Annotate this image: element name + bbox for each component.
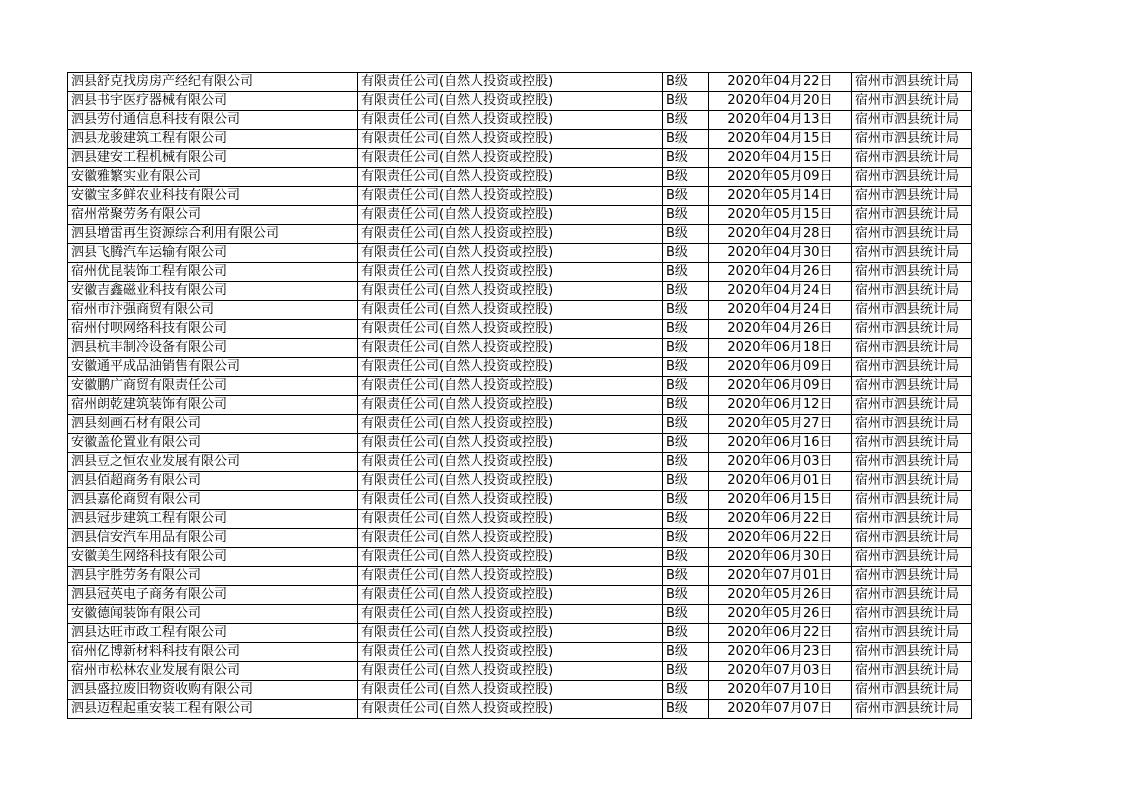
- company-name-cell: 泗县冠步建筑工程有限公司: [68, 510, 358, 529]
- table-row: [68, 605, 972, 624]
- rating-cell: B级: [663, 586, 709, 605]
- authority-cell: 宿州市泗县统计局: [852, 73, 972, 92]
- rating-cell: B级: [663, 320, 709, 339]
- rating-cell: B级: [663, 149, 709, 168]
- table-row: [68, 472, 972, 491]
- rating-cell: B级: [663, 377, 709, 396]
- authority-cell: 宿州市泗县统计局: [852, 434, 972, 453]
- authority-cell: 宿州市泗县统计局: [852, 529, 972, 548]
- company-name-cell: 泗县劳付通信息科技有限公司: [68, 111, 358, 130]
- authority-cell: 宿州市泗县统计局: [852, 662, 972, 681]
- date-cell: 2020年04月26日: [709, 320, 852, 339]
- table-row: [68, 358, 972, 377]
- authority-cell: 宿州市泗县统计局: [852, 301, 972, 320]
- date-cell: 2020年06月30日: [709, 548, 852, 567]
- authority-cell: 宿州市泗县统计局: [852, 624, 972, 643]
- date-cell: 2020年04月24日: [709, 301, 852, 320]
- company-name-cell: 泗县佰超商务有限公司: [68, 472, 358, 491]
- rating-cell: B级: [663, 396, 709, 415]
- company-name-cell: 宿州市汴强商贸有限公司: [68, 301, 358, 320]
- rating-cell: B级: [663, 605, 709, 624]
- company-rating-table: [67, 72, 972, 719]
- company-type-cell: 有限责任公司(自然人投资或控股): [358, 339, 663, 358]
- company-type-cell: 有限责任公司(自然人投资或控股): [358, 206, 663, 225]
- company-type-cell: 有限责任公司(自然人投资或控股): [358, 529, 663, 548]
- table-row: [68, 225, 972, 244]
- table-row: [68, 681, 972, 700]
- company-name-cell: 泗县冠英电子商务有限公司: [68, 586, 358, 605]
- company-name-cell: 安徽雅繁实业有限公司: [68, 168, 358, 187]
- date-cell: 2020年07月03日: [709, 662, 852, 681]
- company-type-cell: 有限责任公司(自然人投资或控股): [358, 263, 663, 282]
- date-cell: 2020年05月26日: [709, 586, 852, 605]
- company-name-cell: 安徽鹏广商贸有限责任公司: [68, 377, 358, 396]
- rating-cell: B级: [663, 244, 709, 263]
- table-row: [68, 453, 972, 472]
- rating-cell: B级: [663, 434, 709, 453]
- company-name-cell: 泗县信安汽车用品有限公司: [68, 529, 358, 548]
- date-cell: 2020年06月23日: [709, 643, 852, 662]
- date-cell: 2020年04月24日: [709, 282, 852, 301]
- authority-cell: 宿州市泗县统计局: [852, 415, 972, 434]
- rating-cell: B级: [663, 415, 709, 434]
- table-row: [68, 301, 972, 320]
- company-name-cell: 泗县舒克找房房产经纪有限公司: [68, 73, 358, 92]
- table-row: [68, 643, 972, 662]
- company-name-cell: 泗县嘉伦商贸有限公司: [68, 491, 358, 510]
- authority-cell: 宿州市泗县统计局: [852, 377, 972, 396]
- authority-cell: 宿州市泗县统计局: [852, 472, 972, 491]
- authority-cell: 宿州市泗县统计局: [852, 320, 972, 339]
- authority-cell: 宿州市泗县统计局: [852, 263, 972, 282]
- table-row: [68, 111, 972, 130]
- authority-cell: 宿州市泗县统计局: [852, 282, 972, 301]
- authority-cell: 宿州市泗县统计局: [852, 681, 972, 700]
- authority-cell: 宿州市泗县统计局: [852, 491, 972, 510]
- table-row: [68, 130, 972, 149]
- rating-cell: B级: [663, 548, 709, 567]
- company-type-cell: 有限责任公司(自然人投资或控股): [358, 301, 663, 320]
- table-row: [68, 168, 972, 187]
- date-cell: 2020年06月03日: [709, 453, 852, 472]
- company-type-cell: 有限责任公司(自然人投资或控股): [358, 643, 663, 662]
- rating-cell: B级: [663, 339, 709, 358]
- date-cell: 2020年06月01日: [709, 472, 852, 491]
- company-type-cell: 有限责任公司(自然人投资或控股): [358, 567, 663, 586]
- company-name-cell: 宿州优昆装饰工程有限公司: [68, 263, 358, 282]
- authority-cell: 宿州市泗县统计局: [852, 111, 972, 130]
- table-row: [68, 149, 972, 168]
- company-name-cell: 安徽通平成品油销售有限公司: [68, 358, 358, 377]
- date-cell: 2020年05月09日: [709, 168, 852, 187]
- date-cell: 2020年07月07日: [709, 700, 852, 719]
- rating-cell: B级: [663, 491, 709, 510]
- company-type-cell: 有限责任公司(自然人投资或控股): [358, 73, 663, 92]
- table-row: [68, 282, 972, 301]
- company-name-cell: 泗县增雷再生资源综合利用有限公司: [68, 225, 358, 244]
- company-name-cell: 泗县建安工程机械有限公司: [68, 149, 358, 168]
- rating-cell: B级: [663, 168, 709, 187]
- company-type-cell: 有限责任公司(自然人投资或控股): [358, 472, 663, 491]
- company-type-cell: 有限责任公司(自然人投资或控股): [358, 377, 663, 396]
- authority-cell: 宿州市泗县统计局: [852, 396, 972, 415]
- date-cell: 2020年07月01日: [709, 567, 852, 586]
- rating-cell: B级: [663, 111, 709, 130]
- company-type-cell: 有限责任公司(自然人投资或控股): [358, 434, 663, 453]
- company-name-cell: 宿州市松林农业发展有限公司: [68, 662, 358, 681]
- table-row: [68, 510, 972, 529]
- company-type-cell: 有限责任公司(自然人投资或控股): [358, 491, 663, 510]
- authority-cell: 宿州市泗县统计局: [852, 244, 972, 263]
- authority-cell: 宿州市泗县统计局: [852, 548, 972, 567]
- table-row: [68, 92, 972, 111]
- date-cell: 2020年07月10日: [709, 681, 852, 700]
- authority-cell: 宿州市泗县统计局: [852, 206, 972, 225]
- company-type-cell: 有限责任公司(自然人投资或控股): [358, 700, 663, 719]
- authority-cell: 宿州市泗县统计局: [852, 510, 972, 529]
- authority-cell: 宿州市泗县统计局: [852, 567, 972, 586]
- table-row: [68, 73, 972, 92]
- date-cell: 2020年06月15日: [709, 491, 852, 510]
- company-type-cell: 有限责任公司(自然人投资或控股): [358, 586, 663, 605]
- company-type-cell: 有限责任公司(自然人投资或控股): [358, 605, 663, 624]
- date-cell: 2020年04月26日: [709, 263, 852, 282]
- date-cell: 2020年06月22日: [709, 529, 852, 548]
- table-row: [68, 662, 972, 681]
- authority-cell: 宿州市泗县统计局: [852, 700, 972, 719]
- date-cell: 2020年04月20日: [709, 92, 852, 111]
- rating-cell: B级: [663, 510, 709, 529]
- authority-cell: 宿州市泗县统计局: [852, 605, 972, 624]
- company-name-cell: 安徽德闻装饰有限公司: [68, 605, 358, 624]
- rating-cell: B级: [663, 472, 709, 491]
- table-row: [68, 206, 972, 225]
- table-row: [68, 548, 972, 567]
- company-name-cell: 泗县飞腾汽车运输有限公司: [68, 244, 358, 263]
- authority-cell: 宿州市泗县统计局: [852, 149, 972, 168]
- date-cell: 2020年06月18日: [709, 339, 852, 358]
- authority-cell: 宿州市泗县统计局: [852, 358, 972, 377]
- authority-cell: 宿州市泗县统计局: [852, 453, 972, 472]
- rating-cell: B级: [663, 130, 709, 149]
- rating-cell: B级: [663, 700, 709, 719]
- company-name-cell: 宿州常聚劳务有限公司: [68, 206, 358, 225]
- company-name-cell: 泗县达旺市政工程有限公司: [68, 624, 358, 643]
- rating-cell: B级: [663, 681, 709, 700]
- company-name-cell: 宿州付呗网络科技有限公司: [68, 320, 358, 339]
- table-row: [68, 415, 972, 434]
- company-type-cell: 有限责任公司(自然人投资或控股): [358, 662, 663, 681]
- date-cell: 2020年06月22日: [709, 624, 852, 643]
- authority-cell: 宿州市泗县统计局: [852, 225, 972, 244]
- table-row: [68, 339, 972, 358]
- date-cell: 2020年05月14日: [709, 187, 852, 206]
- rating-cell: B级: [663, 643, 709, 662]
- rating-cell: B级: [663, 206, 709, 225]
- company-type-cell: 有限责任公司(自然人投资或控股): [358, 358, 663, 377]
- company-name-cell: 宿州亿博新材料科技有限公司: [68, 643, 358, 662]
- table-row: [68, 263, 972, 282]
- date-cell: 2020年04月15日: [709, 130, 852, 149]
- company-name-cell: 泗县迈程起重安装工程有限公司: [68, 700, 358, 719]
- date-cell: 2020年04月22日: [709, 73, 852, 92]
- company-type-cell: 有限责任公司(自然人投资或控股): [358, 453, 663, 472]
- table-row: [68, 320, 972, 339]
- table-row: [68, 586, 972, 605]
- company-type-cell: 有限责任公司(自然人投资或控股): [358, 624, 663, 643]
- company-type-cell: 有限责任公司(自然人投资或控股): [358, 130, 663, 149]
- date-cell: 2020年06月12日: [709, 396, 852, 415]
- authority-cell: 宿州市泗县统计局: [852, 92, 972, 111]
- company-type-cell: 有限责任公司(自然人投资或控股): [358, 149, 663, 168]
- company-name-cell: 泗县宇胜劳务有限公司: [68, 567, 358, 586]
- table-row: [68, 396, 972, 415]
- company-name-cell: 泗县豆之恒农业发展有限公司: [68, 453, 358, 472]
- table-body: [68, 73, 972, 719]
- company-type-cell: 有限责任公司(自然人投资或控股): [358, 396, 663, 415]
- rating-cell: B级: [663, 282, 709, 301]
- rating-cell: B级: [663, 358, 709, 377]
- date-cell: 2020年04月13日: [709, 111, 852, 130]
- company-name-cell: 宿州朗乾建筑装饰有限公司: [68, 396, 358, 415]
- company-name-cell: 安徽宝多鲜农业科技有限公司: [68, 187, 358, 206]
- company-type-cell: 有限责任公司(自然人投资或控股): [358, 168, 663, 187]
- company-name-cell: 安徽美生网络科技有限公司: [68, 548, 358, 567]
- rating-cell: B级: [663, 92, 709, 111]
- company-type-cell: 有限责任公司(自然人投资或控股): [358, 244, 663, 263]
- company-name-cell: 泗县杭丰制冷设备有限公司: [68, 339, 358, 358]
- date-cell: 2020年05月15日: [709, 206, 852, 225]
- date-cell: 2020年06月22日: [709, 510, 852, 529]
- authority-cell: 宿州市泗县统计局: [852, 168, 972, 187]
- company-name-cell: 泗县龙骏建筑工程有限公司: [68, 130, 358, 149]
- authority-cell: 宿州市泗县统计局: [852, 339, 972, 358]
- authority-cell: 宿州市泗县统计局: [852, 643, 972, 662]
- company-type-cell: 有限责任公司(自然人投资或控股): [358, 282, 663, 301]
- date-cell: 2020年04月30日: [709, 244, 852, 263]
- rating-cell: B级: [663, 624, 709, 643]
- table-row: [68, 491, 972, 510]
- rating-cell: B级: [663, 263, 709, 282]
- table-row: [68, 377, 972, 396]
- table-row: [68, 434, 972, 453]
- table-row: [68, 567, 972, 586]
- table-row: [68, 244, 972, 263]
- date-cell: 2020年06月09日: [709, 377, 852, 396]
- company-type-cell: 有限责任公司(自然人投资或控股): [358, 548, 663, 567]
- rating-cell: B级: [663, 662, 709, 681]
- rating-cell: B级: [663, 73, 709, 92]
- company-name-cell: 安徽盖伦置业有限公司: [68, 434, 358, 453]
- company-type-cell: 有限责任公司(自然人投资或控股): [358, 681, 663, 700]
- table-row: [68, 187, 972, 206]
- company-name-cell: 泗县盛拉废旧物资收购有限公司: [68, 681, 358, 700]
- table-row: [68, 529, 972, 548]
- date-cell: 2020年06月09日: [709, 358, 852, 377]
- company-type-cell: 有限责任公司(自然人投资或控股): [358, 415, 663, 434]
- authority-cell: 宿州市泗县统计局: [852, 586, 972, 605]
- company-type-cell: 有限责任公司(自然人投资或控股): [358, 320, 663, 339]
- date-cell: 2020年05月27日: [709, 415, 852, 434]
- date-cell: 2020年04月15日: [709, 149, 852, 168]
- company-type-cell: 有限责任公司(自然人投资或控股): [358, 111, 663, 130]
- company-name-cell: 安徽吉鑫磁业科技有限公司: [68, 282, 358, 301]
- company-type-cell: 有限责任公司(自然人投资或控股): [358, 187, 663, 206]
- table-row: [68, 700, 972, 719]
- authority-cell: 宿州市泗县统计局: [852, 130, 972, 149]
- company-name-cell: 泗县书宇医疗器械有限公司: [68, 92, 358, 111]
- authority-cell: 宿州市泗县统计局: [852, 187, 972, 206]
- rating-cell: B级: [663, 567, 709, 586]
- company-type-cell: 有限责任公司(自然人投资或控股): [358, 92, 663, 111]
- table-row: [68, 624, 972, 643]
- date-cell: 2020年06月16日: [709, 434, 852, 453]
- company-name-cell: 泗县刻画石材有限公司: [68, 415, 358, 434]
- rating-cell: B级: [663, 529, 709, 548]
- date-cell: 2020年04月28日: [709, 225, 852, 244]
- company-type-cell: 有限责任公司(自然人投资或控股): [358, 510, 663, 529]
- rating-cell: B级: [663, 225, 709, 244]
- rating-cell: B级: [663, 453, 709, 472]
- date-cell: 2020年05月26日: [709, 605, 852, 624]
- rating-cell: B级: [663, 187, 709, 206]
- rating-cell: B级: [663, 301, 709, 320]
- company-type-cell: 有限责任公司(自然人投资或控股): [358, 225, 663, 244]
